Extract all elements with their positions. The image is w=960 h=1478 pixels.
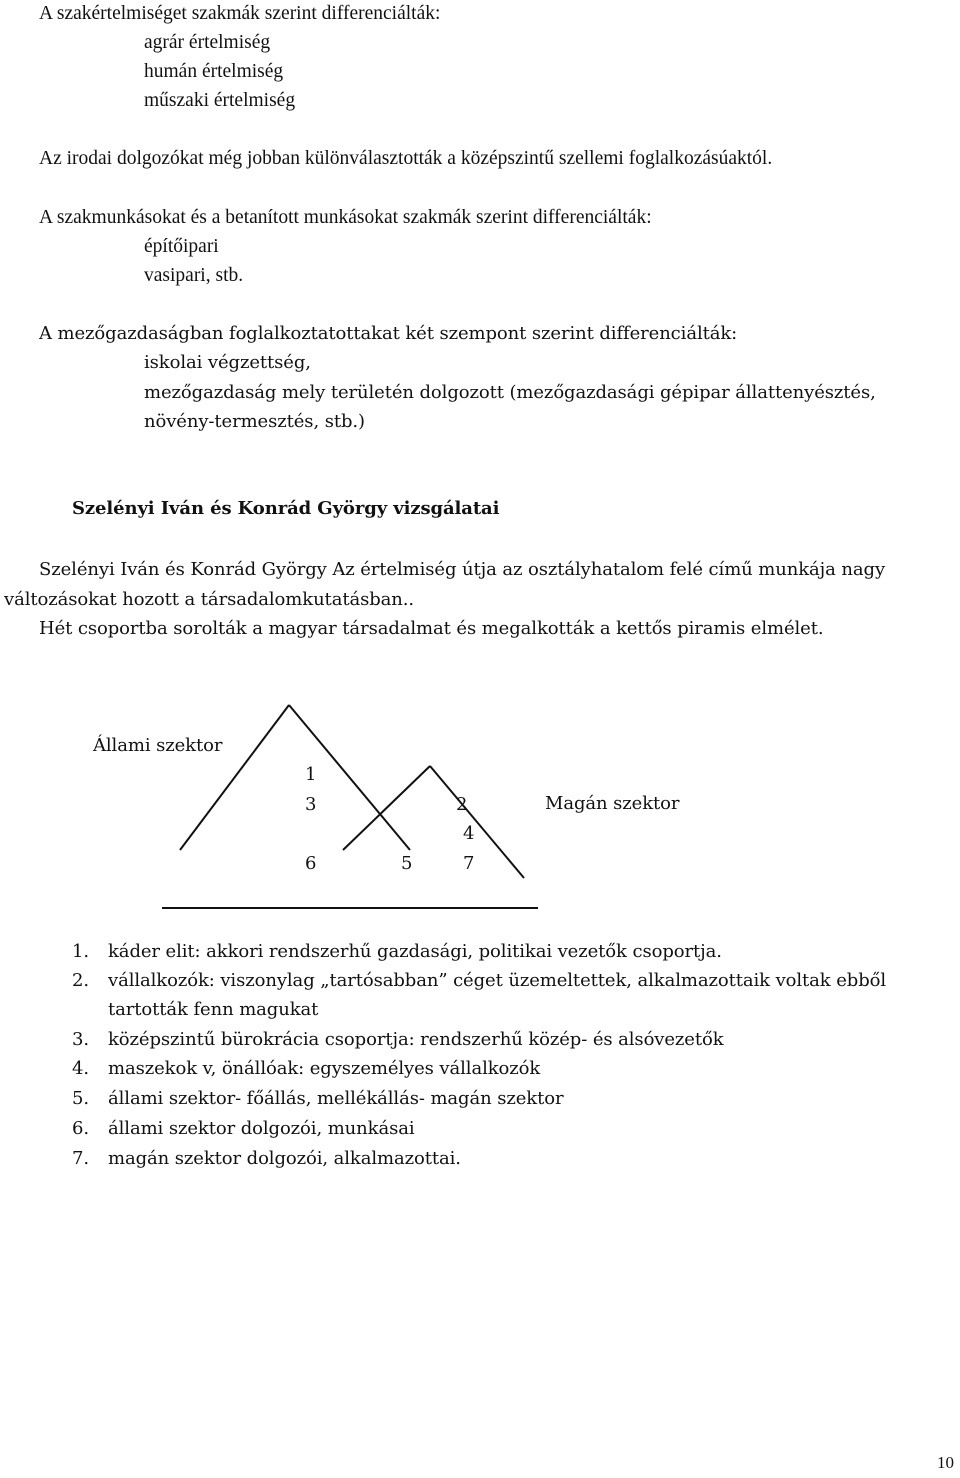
group-number-5: 5 <box>401 853 413 874</box>
list-item-2-number: 2. <box>72 970 89 991</box>
intro-line-5: Az irodai dolgozókat még jobban különválasztották a középszintű szellemi foglalkozásúaktól. <box>39 148 773 169</box>
intro-line-6: A szakmunkásokat és a betanított munkásokat szakmák szerint differenciálták: <box>39 207 652 228</box>
group-number-3: 3 <box>305 794 317 815</box>
intro-line-9: A mezőgazdaságban foglalkoztatottakat két szempont szerint differenciálták: <box>39 323 738 344</box>
list-item-7-text: magán szektor dolgozói, alkalmazottai. <box>108 1148 461 1169</box>
group-number-7: 7 <box>463 853 475 874</box>
section-heading: Szelényi Iván és Konrád György vizsgálatai <box>72 498 500 519</box>
paragraph-1-line-1: Szelényi Iván és Konrád György Az értelmiség útja az osztályhatalom felé című munkája nagy <box>39 559 886 580</box>
intro-line-1: A szakértelmiséget szakmák szerint differenciálták: <box>39 3 441 24</box>
list-item-3-number: 3. <box>72 1029 89 1050</box>
intro-line-2: agrár értelmiség <box>144 32 271 53</box>
list-item-7-number: 7. <box>72 1148 89 1169</box>
intro-line-7: építőipari <box>144 236 219 257</box>
list-item-6-number: 6. <box>72 1118 89 1139</box>
list-item-2-continuation: tartották fenn magukat <box>108 999 319 1020</box>
paragraph-1-line-2: változásokat hozott a társadalomkutatásban.. <box>4 589 415 610</box>
list-item-6-text: állami szektor dolgozói, munkásai <box>108 1118 415 1139</box>
intro-line-10: iskolai végzettség, <box>144 352 311 373</box>
list-item-1-number: 1. <box>72 941 89 962</box>
list-item-4-number: 4. <box>72 1058 89 1079</box>
intro-line-3: humán értelmiség <box>144 61 284 82</box>
group-number-6: 6 <box>305 853 317 874</box>
list-item-1-text: káder elit: akkori rendszerhű gazdasági, politikai vezetők csoportja. <box>108 941 722 962</box>
right-pyramid-left-edge <box>343 766 430 850</box>
list-item-5-text: állami szektor- főállás, mellékállás- magán szektor <box>108 1088 564 1109</box>
private-sector-label: Magán szektor <box>545 793 680 814</box>
list-item-4-text: maszekok v, önállóak: egyszemélyes vállalkozók <box>108 1058 541 1079</box>
state-sector-label: Állami szektor <box>93 735 223 756</box>
group-number-4: 4 <box>463 823 475 844</box>
list-item-5-number: 5. <box>72 1088 89 1109</box>
intro-line-8: vasipari, stb. <box>144 265 244 286</box>
intro-line-12: növény-termesztés, stb.) <box>144 411 365 432</box>
group-number-2: 2 <box>456 794 468 815</box>
list-item-3-text: középszintű bürokrácia csoportja: rendszerhű közép- és alsóvezetők <box>108 1029 724 1050</box>
list-item-2-text: vállalkozók: viszonylag „tartósabban” céget üzemeltettek, alkalmazottaik voltak ebből <box>108 970 887 991</box>
paragraph-2: Hét csoportba sorolták a magyar társadalmat és megalkották a kettős piramis elmélet. <box>39 618 824 639</box>
page-number: 10 <box>937 1453 954 1472</box>
right-pyramid-right-edge <box>430 766 524 878</box>
intro-line-4: műszaki értelmiség <box>144 90 296 111</box>
intro-line-11: mezőgazdaság mely területén dolgozott (mezőgazdasági gépipar állattenyésztés, <box>144 382 876 403</box>
left-pyramid-left-edge <box>180 705 289 850</box>
group-number-1: 1 <box>305 764 317 785</box>
